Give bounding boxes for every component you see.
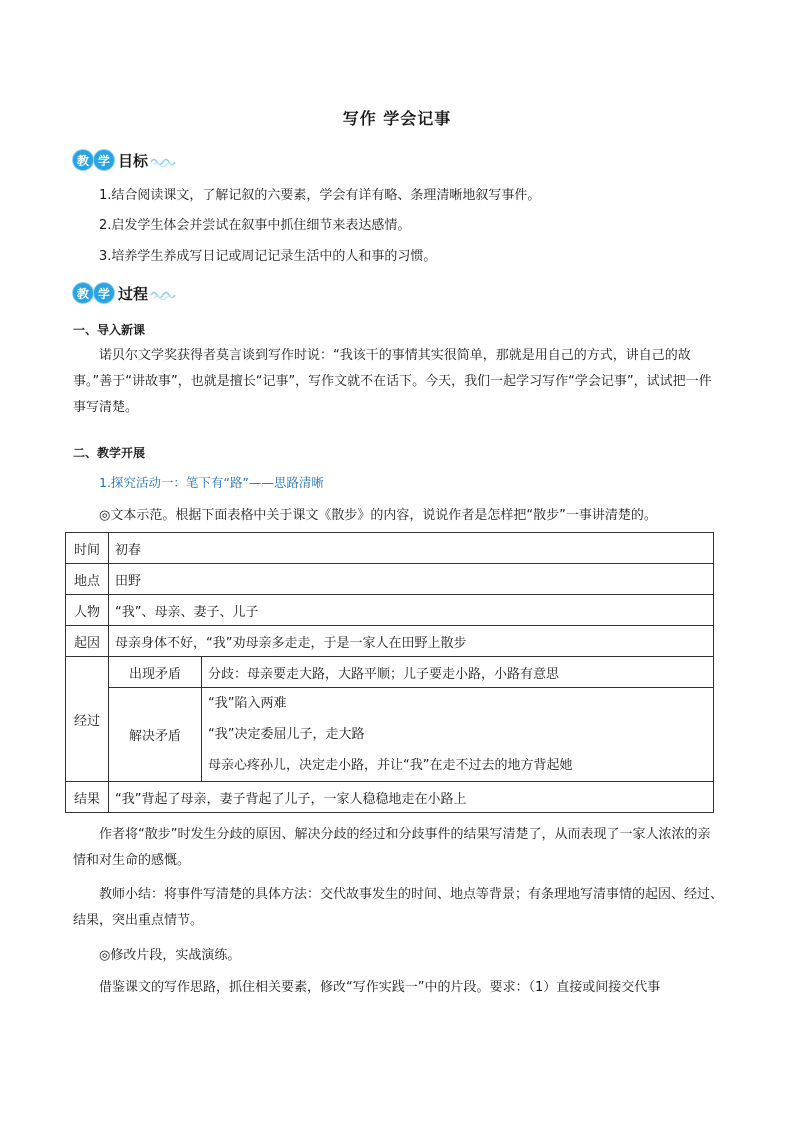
summary-paragraph: 教师小结：将事件写清楚的具体方法：交代故事发生的时间、地点等背景；有条理地写清事情的起因、经过、结果，突出重点情节。 (73, 887, 724, 928)
table-cell-value: “我”背起了母亲，妻子背起了儿子，一家人稳稳地走在小路上 (109, 782, 714, 813)
goals-badge (73, 148, 180, 172)
revise-intro: ◎修改片段，实战演练。 (99, 948, 241, 963)
table-cell-label: 经过 (66, 657, 109, 782)
table-cell-sublabel: 出现矛盾 (109, 657, 202, 688)
section-heading: 一、导入新课 (73, 323, 146, 337)
table-row (66, 688, 714, 782)
table-cell-sublabel: 解决矛盾 (109, 688, 202, 782)
section-heading: 二、教学开展 (73, 446, 146, 460)
table-cell-value (202, 688, 714, 782)
goals-heading: 目标 (118, 151, 149, 170)
table-cell-value: 母亲身体不好，“我”劝母亲多走走，于是一家人在田野上散步 (109, 626, 714, 657)
analysis-paragraph: 作者将“散步”时发生分歧的原因、解决分歧的经过和分歧事件的结果写清楚了，从而表现了一家人浓浓的亲情和对生命的感慨。 (73, 827, 711, 868)
intro-paragraph: 诺贝尔文学奖获得者莫言谈到写作时说：“我该干的事情其实很简单，那就是用自己的方式，讲自己的故事。”善于“讲故事”，也就是擅长“记事”，写作文就不在话下。今天，我们一起学习写作“学会记事”，试试把一件事写清楚。 (73, 348, 712, 415)
badge-char-2: 学 (94, 150, 114, 170)
table-intro: ◎文本示范。根据下面表格中关于课文《散步》的内容，说说作者是怎样把“散步”一事讲清楚的。 (99, 508, 657, 523)
table-cell-label: 起因 (66, 626, 109, 657)
table-row (66, 595, 714, 626)
table-cell-label: 人物 (66, 595, 109, 626)
table-cell-value: “我”、母亲、妻子、儿子 (109, 595, 714, 626)
resolve-line: “我”陷入两难 (208, 696, 287, 711)
story-elements-table (65, 532, 714, 813)
revise-paragraph: 借鉴课文的写作思路，抓住相关要素，修改“写作实践一”中的片段。要求：（1）直接或间接交代事 (99, 980, 661, 995)
badge-char-1: 教 (73, 283, 93, 303)
table-row (66, 533, 714, 564)
goal-item: 3.培养学生养成写日记或周记记录生活中的人和事的习惯。 (99, 249, 437, 264)
page-title: 写作 学会记事 (342, 109, 452, 128)
process-heading: 过程 (118, 284, 149, 303)
table-cell-value: 分歧：母亲要走大路，大路平顺；儿子要走小路，小路有意思 (202, 657, 714, 688)
badge-char-2: 学 (94, 283, 114, 303)
table-row (66, 782, 714, 813)
table-cell-label: 地点 (66, 564, 109, 595)
wave-decoration-icon (150, 286, 180, 300)
wave-decoration-icon (150, 153, 180, 167)
activity-heading: 1.探究活动一：笔下有“路”——思路清晰 (99, 475, 324, 490)
process-badge (73, 281, 180, 305)
table-row (66, 564, 714, 595)
table-row (66, 657, 714, 688)
resolve-line: “我”决定委屈儿子，走大路 (208, 727, 365, 742)
table-cell-value: 田野 (109, 564, 714, 595)
table-cell-value: 初春 (109, 533, 714, 564)
resolve-line: 母亲心疼孙儿，决定走小路，并让“我”在走不过去的地方背起她 (208, 758, 573, 773)
goal-item: 1.结合阅读课文，了解记叙的六要素，学会有详有略、条理清晰地叙写事件。 (99, 188, 541, 203)
table-cell-label: 结果 (66, 782, 109, 813)
badge-char-1: 教 (73, 150, 93, 170)
table-cell-label: 时间 (66, 533, 109, 564)
table-row (66, 626, 714, 657)
goal-item: 2.启发学生体会并尝试在叙事中抓住细节来表达感情。 (99, 218, 411, 233)
